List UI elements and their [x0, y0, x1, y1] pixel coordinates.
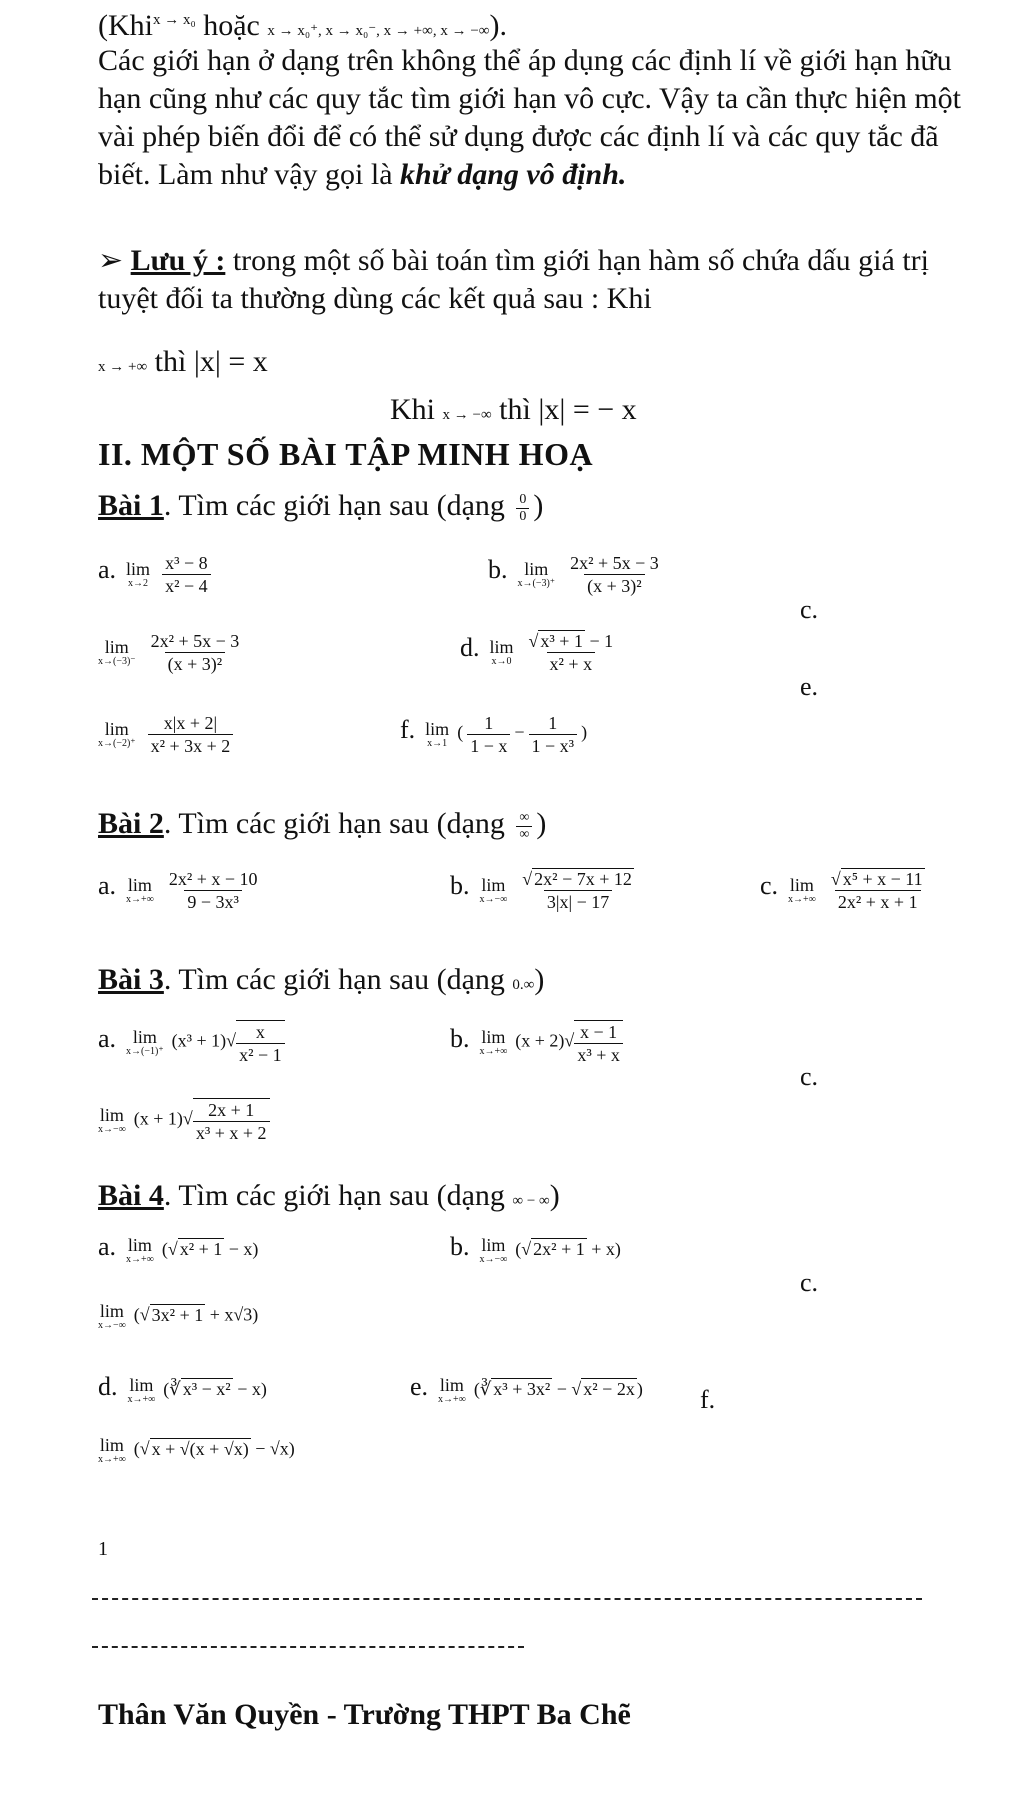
note-block: ➢ Lưu ý : trong một số bài toán tìm giới hạn hàm số chứa dấu giá trị tuyệt đối ta thường dùng các kết quả sau : Khi — [98, 244, 929, 315]
bai1-e: lim x→(−2)⁺ $\frac{x|x + 2|}{\text{x² + 3x + 2}}$ — [98, 712, 237, 757]
emphasis-text: khử dạng vô định. — [400, 158, 627, 191]
bai2-b: b. lim x→−∞ $\frac{\text{√ 2x² − 7x + 12}}{3|x| - 17}$ — [450, 869, 632, 912]
bai4-f-label: f. — [700, 1385, 716, 1414]
bai1-a: a. lim x→2 $\frac{\text{x³ − 8}}{\text{x² − 4}}$ — [98, 552, 215, 597]
bai3-c-label: c. — [800, 1062, 819, 1091]
note-case-2: Khi x → −∞ thì |x| = − x — [390, 393, 637, 426]
bai2-a: a. lim x→+∞ $\frac{\text{2x² + x − 10}}{\text{9 − 3x³}}$ — [98, 869, 258, 912]
bai3-a: a. lim x→(−1)⁺ (x³ + 1)√ $\frac{x}{\text{x² − 1}}$ — [98, 1020, 289, 1066]
bai2-c: c. lim x→+∞ $\frac{\text{√ x⁵ + x − 11}}{\text{2x² + x + 1}}$ — [760, 869, 923, 912]
note-case-1: x → +∞ thì |x| = x — [98, 345, 268, 378]
bai4-a: a. lim x→+∞ (√ x² + 1 − x) — [98, 1232, 259, 1266]
bai3-b: b. lim x→+∞ (x + 2)√ $\frac{x - 1}{\text{x³ + x}}$ — [450, 1020, 627, 1066]
page-number: 1 — [98, 1538, 108, 1560]
bai1-d: d. lim x→0 $\frac{\text{√ x³ + 1 − 1}}{\text{x² + x}}$ — [460, 631, 614, 674]
bai4-f: lim x→+∞ (√ x + √(x + √x) − √x) — [98, 1435, 295, 1465]
bai4-c: lim x→−∞ (√ 3x² + 1 + x√3) — [98, 1301, 259, 1331]
bai1-heading: Bài 1. Tìm các giới hạn sau (dạng $\frac{0}{0}$ ) — [98, 489, 544, 524]
bai1-b: b. lim x→(−3)⁺ $\frac{\text{2x² + 5x − 3}}{\text{(x + 3)²}}$ — [488, 553, 659, 596]
divider-line-short — [92, 1646, 524, 1648]
bai1-c-label: c. — [800, 595, 819, 624]
bai1-e-label: e. — [800, 672, 819, 701]
footer-author: Thân Văn Quyền - Trường THPT Ba Chẽ — [98, 1698, 631, 1731]
bai2-heading: Bài 2. Tìm các giới hạn sau (dạng $\frac{\infty}{\infty}$ ) — [98, 807, 547, 842]
intro-line: (Khi$^{x \to x_0}$ hoặc x → x₀⁺, x → x₀⁻, x → +∞, x → −∞). — [98, 9, 507, 42]
bai1-c: lim x→(−3)⁻ $\frac{\text{2x² + 5x − 3}}{\text{(x + 3)²}}$ — [98, 631, 240, 674]
bai3-heading: Bài 3. Tìm các giới hạn sau (dạng 0.∞) — [98, 963, 545, 996]
bai1-f: f. lim x→1 ( $\frac{1}{1 - x}$ − $\frac{1}{\text{1 − x³}}$ ) — [400, 713, 588, 756]
intro-paragraph: Các giới hạn ở dạng trên không thể áp dụng các định lí về giới hạn hữu hạn cũng như các quy tắc tìm giới hạn vô cực. Vậy ta cần thực hiện một vài phép biến đổi để có thể sử dụng được các định lí và các quy tắc đã biết. Làm như vậy gọi là khử dạng vô định. — [98, 44, 961, 191]
section-title: II. MỘT SỐ BÀI TẬP MINH HOẠ — [98, 436, 594, 472]
bai3-c: lim x→−∞ (x + 1)√ $\frac{2x + 1}{\text{x³ + x + 2}}$ — [98, 1098, 274, 1144]
divider-line — [92, 1598, 922, 1600]
note-title: Lưu ý : — [130, 244, 226, 277]
bai4-e: e. lim x→+∞ (∛ x³ + 3x² − √ x² − 2x ) — [410, 1372, 643, 1406]
bai4-b: b. lim x→−∞ (√ 2x² + 1 + x) — [450, 1232, 621, 1266]
bai4-heading: Bài 4. Tìm các giới hạn sau (dạng ∞ − ∞) — [98, 1179, 560, 1212]
bai4-d: d. lim x→+∞ (∛ x³ − x² − x) — [98, 1372, 267, 1406]
bai4-c-label: c. — [800, 1268, 819, 1297]
